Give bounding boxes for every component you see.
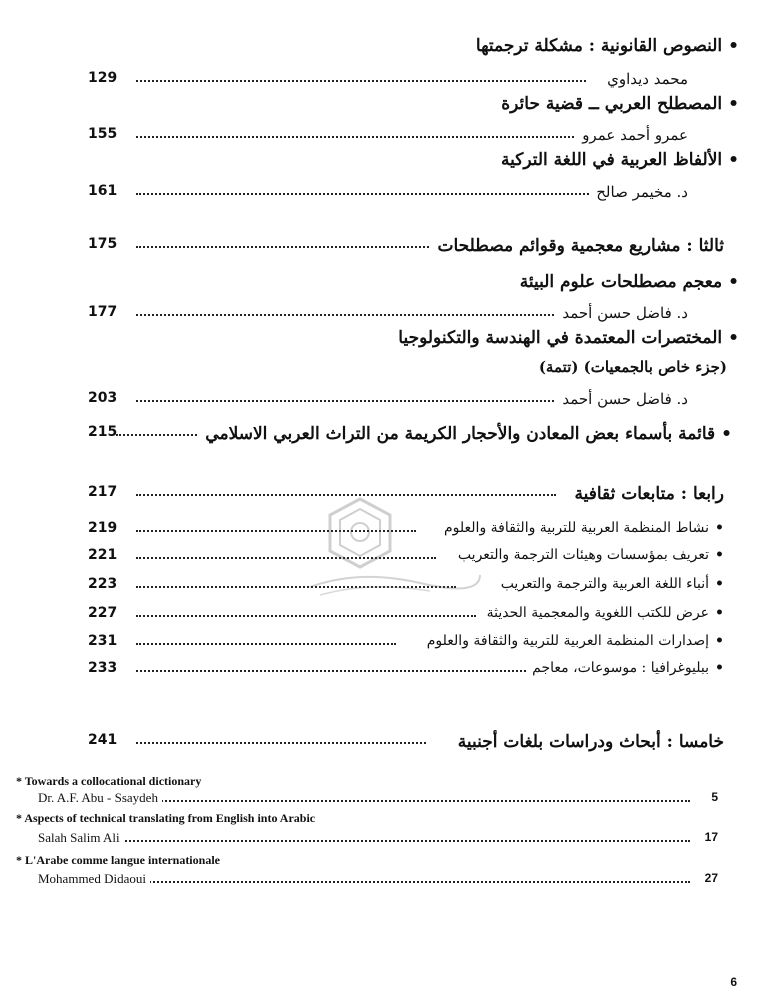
entry-author: محمد ديداوي bbox=[601, 70, 688, 88]
section-title: خامسا : أبحاث ودراسات بلغات أجنبية bbox=[452, 732, 724, 752]
page-ref: 17 bbox=[704, 830, 718, 844]
entry-title: •النصوص القانونية : مشكلة ترجمتها bbox=[475, 36, 739, 56]
bullet-icon: • bbox=[715, 547, 724, 563]
entry-subtitle: (جزء خاص بالجمعيات) (تتمة) bbox=[538, 358, 727, 376]
page-ref: 203 bbox=[88, 390, 118, 406]
page-ref: 27 bbox=[704, 871, 718, 885]
leader-dots bbox=[136, 643, 396, 645]
toc-entry[interactable] bbox=[88, 424, 732, 448]
entry-title: •عرض للكتب اللغوية والمعجمية الحديثة bbox=[481, 605, 724, 621]
entry-author: د. فاضل حسن أحمد bbox=[556, 304, 688, 322]
leader-dots bbox=[136, 246, 436, 248]
leader-dots bbox=[136, 670, 526, 672]
entry-title: •تعريف بمؤسسات وهيئات الترجمة والتعريب bbox=[452, 547, 724, 563]
library-seal-icon bbox=[290, 495, 490, 605]
bullet-icon: • bbox=[715, 660, 724, 676]
toc-entry[interactable] bbox=[88, 304, 728, 328]
page-ref: 219 bbox=[88, 520, 118, 536]
entry-author: عمرو أحمد عمرو bbox=[576, 126, 688, 144]
toc-entry[interactable] bbox=[88, 183, 728, 207]
bullet-icon: • bbox=[728, 36, 739, 56]
page-ref: 221 bbox=[88, 547, 118, 563]
page-ref: 227 bbox=[88, 605, 118, 621]
toc-entry[interactable] bbox=[88, 633, 728, 657]
entry-title: •أنباء اللغة العربية والترجمة والتعريب bbox=[495, 576, 724, 592]
bullet-icon: • bbox=[728, 150, 739, 170]
section-title: ثالثا : مشاريع معجمية وقوائم مصطلحات bbox=[431, 236, 724, 256]
entry-author-en: Dr. A.F. Abu - Ssaydeh bbox=[38, 790, 162, 806]
toc-entry[interactable] bbox=[88, 70, 728, 94]
page-number: 6 bbox=[730, 975, 737, 989]
entry-title-en: * Aspects of technical translating from English into Arabic bbox=[16, 811, 316, 825]
page-ref: 241 bbox=[88, 732, 118, 748]
section-heading[interactable] bbox=[88, 236, 728, 260]
section-heading[interactable] bbox=[88, 732, 728, 756]
toc-entry-en[interactable] bbox=[38, 871, 718, 889]
leader-dots bbox=[136, 193, 596, 195]
page-ref: 5 bbox=[711, 790, 718, 804]
page-ref: 215 bbox=[88, 424, 118, 440]
page-ref: 129 bbox=[88, 70, 118, 86]
section-title: رابعا : متابعات ثقافية bbox=[569, 484, 725, 504]
bullet-icon: • bbox=[715, 520, 724, 536]
entry-author-en: Salah Salim Ali bbox=[38, 830, 124, 846]
entry-author-en: Mohammed Didaoui bbox=[38, 871, 150, 887]
bullet-icon: • bbox=[715, 633, 724, 649]
page-ref: 231 bbox=[88, 633, 118, 649]
entry-title: •معجم مصطلحات علوم البيئة bbox=[519, 272, 739, 292]
leader-dots bbox=[136, 80, 586, 82]
bullet-icon: • bbox=[728, 272, 739, 292]
toc-entry[interactable] bbox=[88, 660, 728, 684]
entry-title: •الألفاظ العربية في اللغة التركية bbox=[501, 150, 739, 170]
page-ref: 217 bbox=[88, 484, 118, 500]
page-ref: 161 bbox=[88, 183, 118, 199]
toc-entry-en[interactable] bbox=[38, 830, 718, 848]
entry-author: د. فاضل حسن أحمد bbox=[556, 390, 688, 408]
page-ref: 175 bbox=[88, 236, 118, 252]
entry-title: •المختصرات المعتمدة في الهندسة والتكنولوجيا bbox=[398, 328, 739, 348]
toc-entry-en[interactable] bbox=[38, 790, 718, 808]
page-ref: 233 bbox=[88, 660, 118, 676]
entry-title: •المصطلح العربي ــ قضية حائرة bbox=[501, 94, 739, 114]
bullet-icon: • bbox=[728, 94, 739, 114]
bullet-icon: • bbox=[728, 328, 739, 348]
leader-dots bbox=[136, 136, 586, 138]
entry-title-en: * L'Arabe comme langue internationale bbox=[16, 853, 220, 867]
entry-title: •إصدارات المنظمة العربية للتربية والثقافة والعلوم bbox=[421, 633, 724, 649]
toc-entry[interactable] bbox=[88, 126, 728, 150]
bullet-icon: • bbox=[715, 605, 724, 621]
page-ref: 177 bbox=[88, 304, 118, 320]
entry-author: د. مخيمر صالح bbox=[590, 183, 688, 201]
leader-dots bbox=[136, 400, 586, 402]
entry-title-en: * Towards a collocational dictionary bbox=[16, 774, 202, 788]
page-ref: 155 bbox=[88, 126, 118, 142]
leader-dots bbox=[38, 840, 690, 842]
leader-dots bbox=[136, 314, 586, 316]
toc-entry[interactable] bbox=[88, 390, 728, 414]
leader-dots bbox=[136, 742, 426, 744]
leader-dots bbox=[136, 615, 476, 617]
bullet-icon: • bbox=[721, 424, 732, 444]
entry-title: •ببليوغرافيا : موسوعات، معاجم bbox=[526, 660, 724, 676]
toc-entry[interactable] bbox=[88, 605, 728, 629]
bullet-icon: • bbox=[715, 576, 724, 592]
entry-title: •نشاط المنظمة العربية للتربية والثقافة والعلوم bbox=[438, 520, 724, 536]
page-ref: 223 bbox=[88, 576, 118, 592]
entry-title: •قائمة بأسماء بعض المعادن والأحجار الكريمة من التراث العربي الاسلامي bbox=[199, 424, 732, 444]
